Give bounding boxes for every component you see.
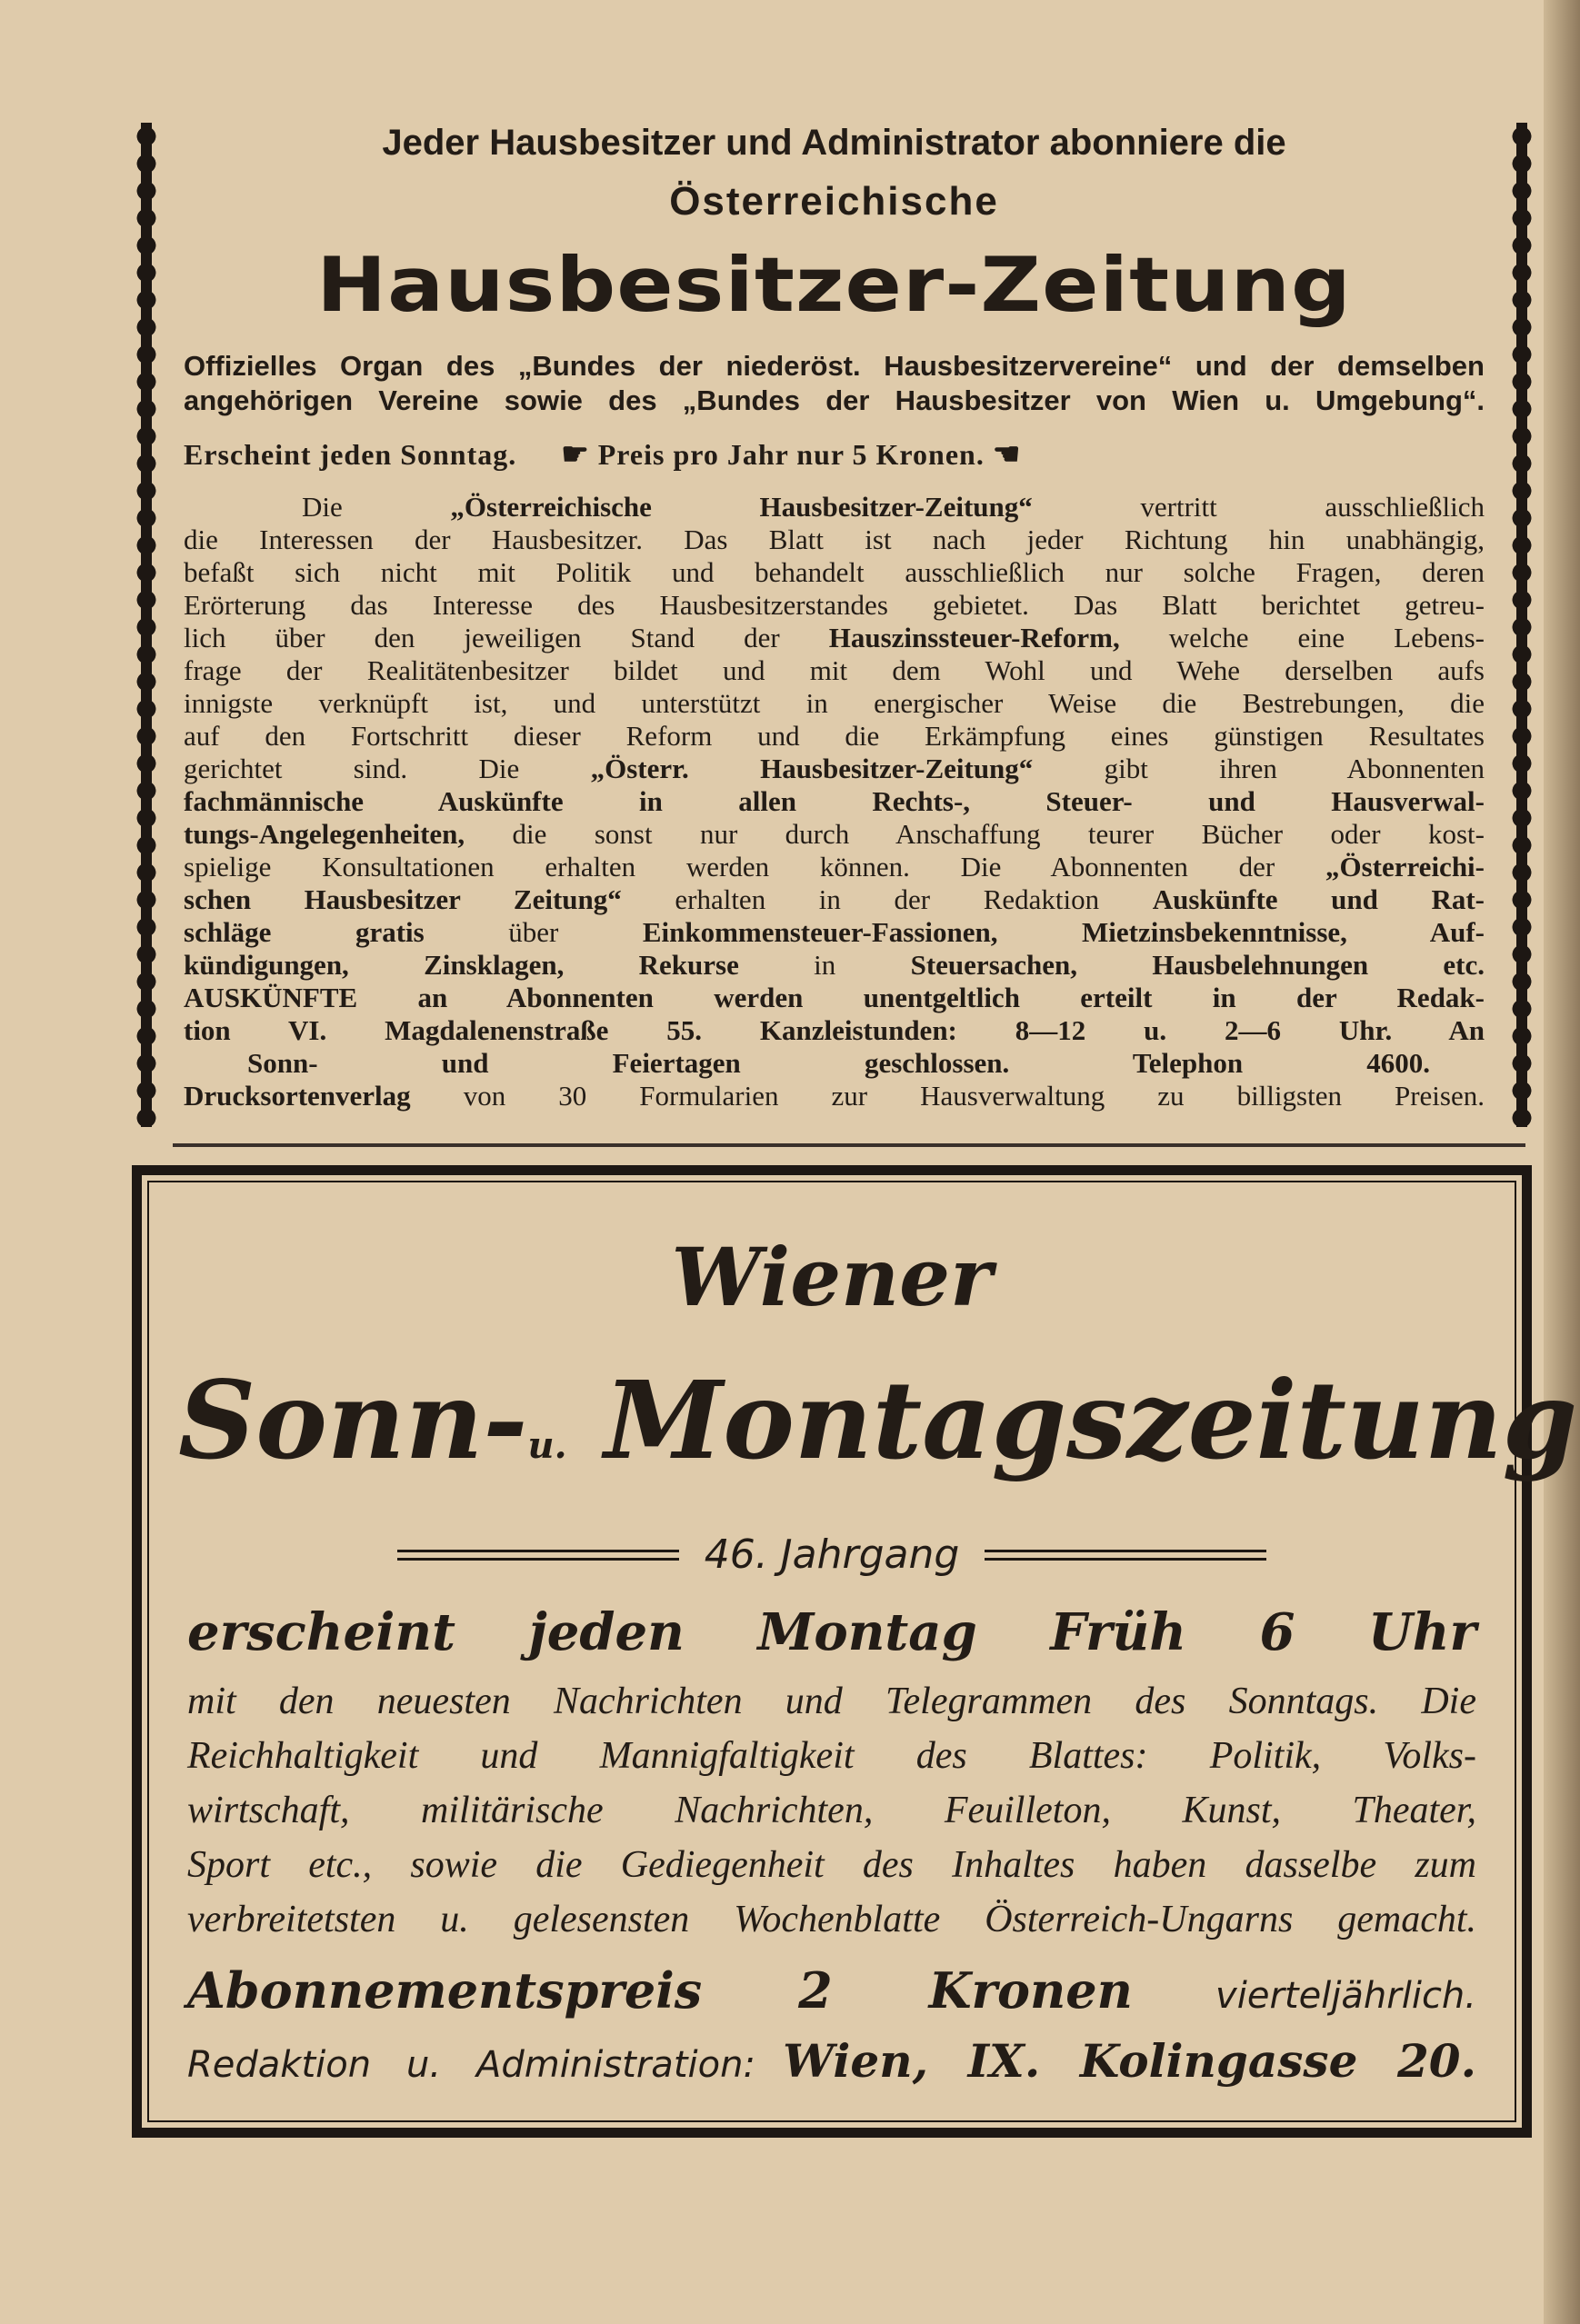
- price-line: [187, 1961, 1476, 2020]
- paragraph-line: [184, 1047, 1485, 1080]
- text-segment: „Österreichi-: [1325, 851, 1485, 883]
- text-segment: Einkommensteuer-Fassionen, Mietzinsbekenntnisse, Auf-: [642, 916, 1485, 948]
- paragraph-line: [184, 589, 1485, 622]
- ad-subtitle: Österreichische: [669, 179, 999, 224]
- paragraph-line: [184, 491, 1485, 524]
- appears-text: erscheint jeden Montag Früh 6 Uhr: [187, 1602, 1476, 1662]
- text-segment: „Österreichische Hausbesitzer-Zeitung“: [450, 491, 1033, 523]
- text-segment: innigste verknüpft ist, und unterstützt in energischer Weise die Bestrebungen, die: [184, 687, 1485, 719]
- official-line: angehörigen Vereine sowie des „Bundes der Hausbesitzer von Wien u. Umgebung“.: [184, 384, 1485, 416]
- price-text: Preis pro Jahr nur 5 Kronen.: [597, 438, 985, 471]
- text-segment: „Österr. Hausbesitzer-Zeitung“: [590, 753, 1034, 784]
- paragraph-line: [184, 524, 1485, 556]
- double-rule: [397, 1550, 679, 1561]
- text-segment: tion VI. Magdalenenstraße 55. Kanzleistunden: 8—12 u. 2—6 Uhr. An: [184, 1014, 1485, 1046]
- body-line: Sport etc., sowie die Gediegenheit des Inhaltes haben dasselbe zum: [187, 1844, 1476, 1886]
- ornamental-border-right: [1512, 123, 1532, 1127]
- pointing-hand-icon: ☛: [561, 438, 590, 472]
- montagszeitung-ad: [132, 1165, 1578, 2138]
- ornamental-border-left: [136, 123, 156, 1127]
- text-segment: in: [738, 949, 911, 981]
- paragraph-line: [184, 654, 1485, 687]
- text-segment: Erörterung das Interesse des Hausbesitzerstandes gebietet. Das Blatt berichtet getreu-: [184, 589, 1485, 621]
- paragraph-line: [184, 982, 1485, 1014]
- text-segment: lich über den jeweiligen Stand der: [184, 622, 829, 653]
- ad-title-main: [178, 1357, 1578, 1483]
- text-segment: vertritt ausschließlich: [1032, 491, 1485, 523]
- ad-title-wiener: Wiener: [671, 1230, 993, 1324]
- text-segment: schläge gratis: [184, 916, 425, 948]
- address-line: [187, 2034, 1476, 2088]
- text-segment: frage der Realitätenbesitzer bildet und mit dem Wohl und Wehe derselben aufs: [184, 654, 1485, 686]
- text-segment: erhalten in der Redaktion: [621, 883, 1153, 915]
- paragraph-line: [184, 949, 1485, 982]
- text-segment: Hauszinssteuer-Reform,: [828, 622, 1120, 653]
- paragraph-line: [184, 1014, 1485, 1047]
- divider: [173, 1143, 1525, 1147]
- text-segment: AUSKÜNFTE an Abonnenten werden unentgeltlich erteilt in der Redak-: [184, 982, 1485, 1013]
- price-tail: vierteljährlich.: [1215, 1975, 1476, 2017]
- paragraph-line: [184, 1080, 1485, 1112]
- appears-text: Erscheint jeden Sonntag.: [184, 438, 517, 471]
- text-segment: befaßt sich nicht mit Politik und behandelt ausschließlich nur solche Fragen, deren: [184, 556, 1485, 588]
- paragraph-line: [184, 818, 1485, 851]
- paragraph-line: [184, 916, 1485, 949]
- paragraph-line: [184, 753, 1485, 785]
- text-segment: über: [424, 916, 643, 948]
- body-line: wirtschaft, militärische Nachrichten, Feuilleton, Kunst, Theater,: [187, 1790, 1476, 1831]
- paragraph-line: [184, 851, 1485, 883]
- title-part: u.: [527, 1424, 567, 1467]
- text-segment: welche eine Lebens-: [1119, 622, 1485, 653]
- text-segment: gibt ihren Abonnenten: [1033, 753, 1485, 784]
- paragraph-line: [184, 687, 1485, 720]
- text-segment: auf den Fortschritt dieser Reform und die Erkämpfung eines günstigen Resultates: [184, 720, 1485, 752]
- double-rule: [985, 1550, 1266, 1561]
- paragraph-line: [184, 556, 1485, 589]
- paragraph-line: [184, 720, 1485, 753]
- text-segment: Die: [302, 491, 451, 523]
- body-line: mit den neuesten Nachrichten und Telegrammen des Sonntags. Die: [187, 1681, 1476, 1722]
- ad-title: Hausbesitzer-Zeitung: [316, 241, 1352, 329]
- address-label: Redaktion u. Administration:: [187, 2044, 755, 2086]
- text-segment: die Interessen der Hausbesitzer. Das Blatt ist nach jeder Richtung hin unabhängig,: [184, 524, 1485, 555]
- text-segment: schen Hausbesitzer Zeitung“: [184, 883, 622, 915]
- text-segment: Steuersachen, Hausbelehnungen etc.: [910, 949, 1485, 981]
- body-line: Reichhaltigkeit und Mannigfaltigkeit des Blattes: Politik, Volks-: [187, 1735, 1476, 1777]
- paragraph-line: [184, 622, 1485, 654]
- official-line: Offizielles Organ des „Bundes der niederöst. Hausbesitzervereine“ und der demselben: [184, 350, 1485, 382]
- title-part: Sonn-: [178, 1357, 528, 1483]
- paragraph-line: [184, 883, 1485, 916]
- volume-text: 46. Jahrgang: [704, 1531, 960, 1578]
- text-segment: fachmännische Auskünfte in allen Rechts-, Steuer- und Hausverwal-: [184, 785, 1485, 817]
- text-segment: die sonst nur durch Anschaffung teurer Bücher oder kost-: [465, 818, 1485, 850]
- text-segment: Sonn- und Feiertagen geschlossen. Telephon 4600.: [247, 1047, 1430, 1079]
- text-segment: gerichtet sind. Die: [184, 753, 591, 784]
- paragraph-line: [184, 785, 1485, 818]
- title-part: Montagszeitung: [604, 1357, 1578, 1483]
- text-segment: Drucksortenverlag: [184, 1080, 411, 1112]
- text-segment: tungs-Angelegenheiten,: [184, 818, 465, 850]
- volume-row: [178, 1531, 1485, 1578]
- address: Wien, IX. Kolingasse 20.: [783, 2034, 1476, 2088]
- text-segment: von 30 Formularien zur Hausverwaltung zu billigsten Preisen.: [410, 1080, 1485, 1112]
- hausbesitzer-zeitung-ad: [136, 123, 1532, 1127]
- text-segment: spielige Konsultationen erhalten werden können. Die Abonnenten der: [184, 851, 1325, 883]
- body-line: verbreitetsten u. gelesensten Wochenblatte Österreich-Ungarns gemacht.: [187, 1899, 1476, 1940]
- page-edge: [1544, 0, 1580, 2324]
- pointing-hand-icon: ☚: [992, 438, 1022, 472]
- price-bold: Abonnementspreis 2 Kronen: [187, 1961, 1133, 2020]
- ad-intro: Jeder Hausbesitzer und Administrator abonniere die: [382, 123, 1286, 163]
- text-segment: Auskünfte und Rat-: [1152, 883, 1485, 915]
- text-segment: kündigungen, Zinsklagen, Rekurse: [184, 949, 739, 981]
